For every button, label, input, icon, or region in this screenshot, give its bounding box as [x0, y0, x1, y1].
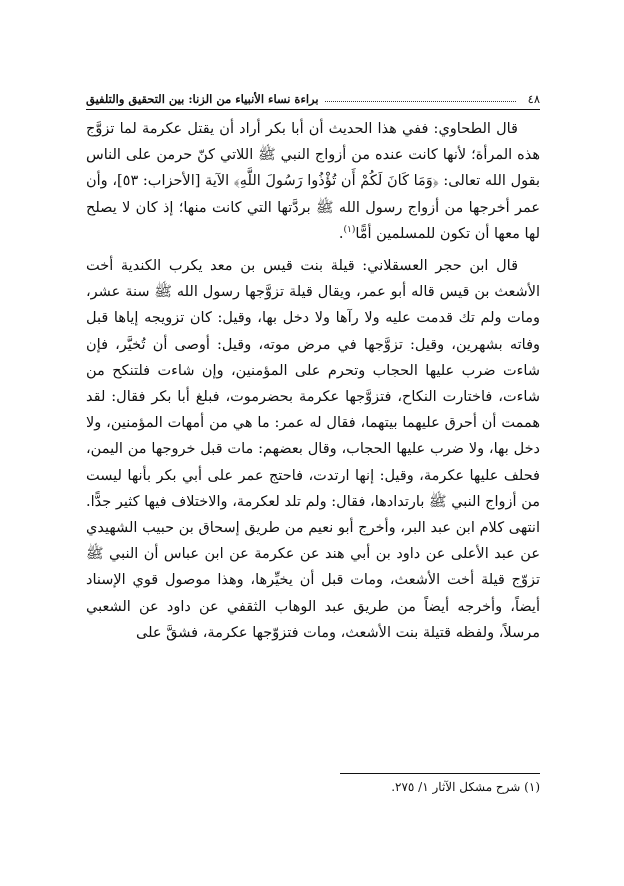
- header-dot-leader: [325, 101, 516, 102]
- paragraph-ibn-hajar: قال ابن حجر العسقلاني: قيلة بنت قيس بن معد يكرب الكندية أخت الأشعث بن قيس قاله أبو عمر، ويقال قيلة تزوَّجها رسول الله ﷺ سنة عشر، ومات ولم تك قدمت عليه ولا رآها ولا دخل بها، وقيل: كان تزويجه إياها قبل وفاته بشهرين، وقيل: تزوَّجها في مرض موته، وقيل: أوصى أن تُخيَّر، فإن شاءت ضرب عليها الحجاب وتحرم على المؤمنين، وإن شاءت فلتنكح من شاءت، فاختارت النكاح، فتزوَّجها عكرمة بحضرموت، فبلغ أبا بكر فقال: لقد هممت أن أحرق عليهما بيتهما، فقال له عمر: ما هي من أمهات المؤمنين، ولا دخل بها، ولا ضرب عليها الحجاب، وقال بعضهم: مات قبل خروجها من اليمن، فحلف عليها عكرمة، وقيل: إنها ارتدت، فاحتج عمر على أبي بكر بأنها ليست من أزواج النبي ﷺ بارتدادها، فقال: ولم تلد لعكرمة، والاختلاف فيها كثير جدًّا. انتهى كلام ابن عبد البر، وأخرج أبو نعيم من طريق إسحاق بن حبيب الشهيدي عن عبد الأعلى عن داود بن أبي هند عن عكرمة عن ابن عباس أن النبي ﷺ تزوّج قيلة أخت الأشعث، ومات قبل أن يخيِّرها، وهذا موصول قوي الإسناد أيضاً، وأخرجه أيضاً من طريق عبد الوهاب الثقفي عن داود عن الشعبي مرسلاً، ولفظه قتيلة بنت الأشعث، ومات فتزوّجها عكرمة، فشقَّ على: [86, 258, 540, 641]
- paragraph-tahawi-end: .: [338, 225, 344, 242]
- running-header: [86, 84, 540, 106]
- footnote-reference: (١): [343, 224, 356, 235]
- footnote-rule: [340, 773, 540, 774]
- header-rule: [86, 109, 540, 110]
- footnote: (١) شرح مشكل الآثار ١/ ٢٧٥.: [391, 780, 540, 794]
- page-number: ٤٨: [527, 92, 540, 106]
- body-text: [86, 116, 540, 646]
- paragraph-tahawi: [86, 116, 540, 247]
- paragraph-tahawi-text: قال الطحاوي: ففي هذا الحديث أن أبا بكر أراد أن يقتل عكرمة لما تزوَّج هذه المرأة؛ لأنها كانت عنده من أزواج النبي ﷺ اللاتي كنّ حرمن على الناس بقول الله تعالى: ﴿وَمَا كَانَ لَكُمْ أَن تُؤْذُوا رَسُولَ اللَّهِ﴾ الآية [الأحزاب: ٥٣]، وأن عمر أخرجها من أزواج رسول الله ﷺ بردَّتها التي كانت منها؛ إذ كان لا يصلح لها معها أن تكون للمسلمين أمًّا: [86, 121, 540, 242]
- running-title: براءة نساء الأنبياء من الزنا: بين التحقيق والتلفيق: [86, 92, 319, 106]
